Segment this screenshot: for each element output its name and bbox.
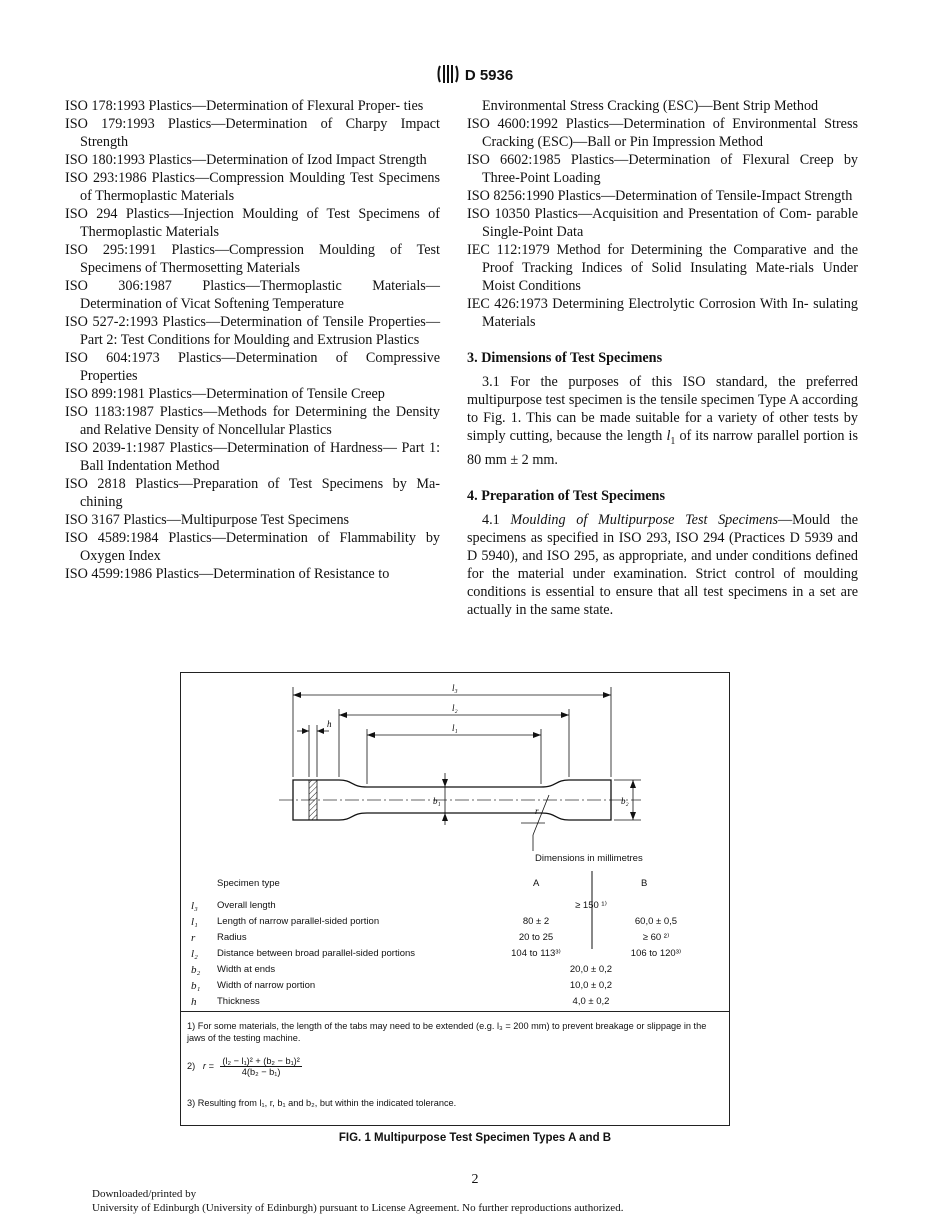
section-3-paragraph: 3.1 For the purposes of this ISO standard, the preferred multipurpose test specimen is the tensile specimen Type A according to Fig. 1. This can be made suitable for a variety of other tests by simply cutting, because the length $l_1$ of its narrow parallel portion is 80 mm ± 2 mm. bbox=[467, 374, 858, 468]
row-description: Width at ends bbox=[217, 964, 276, 975]
footer: Downloaded/printed by University of Edinburgh (University of Edinburgh) pursuant to License Agreement. No further reproductions authorized. bbox=[92, 1188, 624, 1214]
section-4-title: 4. Preparation of Test Specimens bbox=[467, 487, 665, 504]
reference-item: ISO 306:1987 Plastics—Thermoplastic Materials— Determination of Vicat Softening Temperature bbox=[65, 278, 440, 312]
table-row bbox=[181, 948, 729, 962]
figure-1 bbox=[180, 672, 730, 1126]
row-symbol: l₃ bbox=[191, 900, 198, 912]
label-h: h bbox=[327, 719, 332, 729]
reference-item: ISO 178:1993 Plastics—Determination of Flexural Proper- ties bbox=[65, 98, 424, 114]
reference-item: ISO 8256:1990 Plastics—Determination of Tensile-Impact Strength bbox=[467, 188, 853, 204]
row-description: Width of narrow portion bbox=[217, 980, 316, 991]
label-b2: b₂ bbox=[621, 796, 629, 806]
reference-item: ISO 179:1993 Plastics—Determination of Charpy Impact Strength bbox=[65, 116, 440, 150]
row-description: Length of narrow parallel-sided portion bbox=[217, 916, 380, 927]
row-description: Distance between broad parallel-sided portions bbox=[217, 948, 416, 959]
reference-item: ISO 604:1973 Plastics—Determination of Compressive Properties bbox=[65, 350, 440, 384]
row-description: Radius bbox=[217, 932, 247, 943]
figure-caption: FIG. 1 Multipurpose Test Specimen Types A and B bbox=[338, 1132, 612, 1144]
row-symbol: b₂ bbox=[191, 964, 201, 976]
reference-item: ISO 4600:1992 Plastics—Determination of Environmental Stress Cracking (ESC)—Ball or Pin Impression Method bbox=[467, 116, 859, 150]
row-value-ab: 10,0 ± 0,2 bbox=[569, 980, 613, 991]
table-row bbox=[181, 996, 729, 1010]
right-column bbox=[467, 97, 858, 619]
row-value-a: 80 ± 2 bbox=[522, 916, 550, 927]
note-1: 1) For some materials, the length of the tabs may need to be extended (e.g. l₃ = 200 mm) to prevent breakage or slippage in the jaws of the testing machine. bbox=[187, 1021, 707, 1043]
designation: D 5936 bbox=[464, 66, 514, 84]
row-symbol: h bbox=[191, 996, 197, 1008]
reference-item: IEC 426:1973 Determining Electrolytic Corrosion With In- sulating Materials bbox=[467, 296, 858, 330]
reference-item: ISO 2818 Plastics—Preparation of Test Specimens by Ma- chining bbox=[65, 476, 440, 510]
row-value-b: 106 to 120³⁾ bbox=[630, 948, 682, 959]
row-value-ab: 4,0 ± 0,2 bbox=[572, 996, 610, 1007]
page-number: 2 bbox=[471, 1172, 479, 1187]
reference-item: ISO 295:1991 Plastics—Compression Moulding of Test Specimens of Thermosetting Materials bbox=[65, 242, 440, 276]
reference-item: ISO 294 Plastics—Injection Moulding of Test Specimens of Thermoplastic Materials bbox=[65, 206, 440, 240]
reference-item: ISO 4589:1984 Plastics—Determination of Flammability by Oxygen Index bbox=[65, 530, 441, 564]
row-value-b: 60,0 ± 0,5 bbox=[634, 916, 678, 927]
table-row bbox=[181, 980, 729, 994]
row-value-b: ≥ 60 ²⁾ bbox=[642, 932, 670, 943]
label-l1: l₁ bbox=[452, 723, 458, 733]
table-row bbox=[181, 964, 729, 978]
table-row bbox=[181, 900, 729, 914]
reference-item: ISO 3167 Plastics—Multipurpose Test Specimens bbox=[65, 512, 350, 528]
row-value-a: 104 to 113³⁾ bbox=[511, 948, 561, 959]
note-2: 2) r = $\frac{\text{(l₂ − l₁)² + (b₂ − b₁)²}}{\text{4(b₂ − b₁)}}$ bbox=[187, 1056, 300, 1077]
reference-item: ISO 899:1981 Plastics—Determination of Tensile Creep bbox=[65, 386, 385, 402]
table-row bbox=[181, 916, 729, 930]
page-header bbox=[0, 64, 950, 88]
column-a-heading: A bbox=[533, 878, 540, 889]
label-l2: l₂ bbox=[452, 703, 458, 713]
reference-item: ISO 2039-1:1987 Plastics—Determination of Hardness— Part 1: Ball Indentation Method bbox=[65, 440, 441, 474]
reference-item: ISO 180:1993 Plastics—Determination of Izod Impact Strength bbox=[65, 152, 427, 168]
row-symbol: l₁ bbox=[191, 916, 198, 928]
reference-item: IEC 112:1979 Method for Determining the Comparative and the Proof Tracking Indices of Solid Insulating Mate-rials Under Moist Conditions bbox=[467, 242, 858, 294]
figure-notes bbox=[181, 1011, 729, 1124]
section-3-title: 3. Dimensions of Test Specimens bbox=[467, 350, 663, 366]
reference-item: ISO 1183:1987 Plastics—Methods for Determining the Density and Relative Density of Noncellular Plastics bbox=[65, 404, 440, 438]
note-3: 3) Resulting from l₁, r, b₁ and b₂, but within the indicated tolerance. bbox=[187, 1098, 457, 1108]
specimen-type-heading: Specimen type bbox=[217, 878, 280, 889]
section-4-paragraph: 4.1 Moulding of Multipurpose Test Specimens—Mould the specimens as specified in ISO 293, ISO 294 (Practices D 5939 and D 5940), and ISO 295, as appropriate, and under conditions defined for the material under examination. Strict control of moulding conditions is essential to ensure that all test specimens in a set are actually in the same state. bbox=[467, 511, 859, 618]
left-column bbox=[65, 97, 440, 583]
dimensions-heading: Dimensions in millimetres bbox=[535, 853, 643, 864]
row-value-a: 20 to 25 bbox=[518, 932, 554, 943]
reference-item: ISO 4599:1986 Plastics—Determination of Resistance to bbox=[65, 566, 390, 582]
label-r: r bbox=[535, 806, 539, 816]
label-b1: b₁ bbox=[433, 796, 441, 806]
table-row bbox=[181, 932, 729, 946]
row-value-ab: 20,0 ± 0,2 bbox=[569, 964, 613, 975]
row-description: Thickness bbox=[217, 996, 260, 1007]
reference-item: ISO 293:1986 Plastics—Compression Moulding Test Specimens of Thermoplastic Materials bbox=[65, 170, 441, 204]
column-b-heading: B bbox=[641, 878, 648, 889]
row-symbol: r bbox=[191, 932, 196, 944]
row-value-ab: ≥ 150 ¹⁾ bbox=[575, 900, 607, 911]
reference-item: ISO 10350 Plastics—Acquisition and Presentation of Com- parable Single-Point Data bbox=[467, 206, 858, 240]
label-l3: l₃ bbox=[452, 683, 458, 693]
row-description: Overall length bbox=[217, 900, 276, 911]
astm-logo-icon bbox=[437, 64, 459, 88]
reference-continuation: Environmental Stress Cracking (ESC)—Bent Strip Method bbox=[482, 98, 819, 114]
row-symbol: l₂ bbox=[191, 948, 198, 960]
row-symbol: b₁ bbox=[191, 980, 201, 992]
reference-item: ISO 6602:1985 Plastics—Determination of Flexural Creep by Three-Point Loading bbox=[467, 152, 859, 186]
reference-item: ISO 527-2:1993 Plastics—Determination of Tensile Properties—Part 2: Test Conditions for Moulding and Extrusion Plastics bbox=[65, 314, 441, 348]
